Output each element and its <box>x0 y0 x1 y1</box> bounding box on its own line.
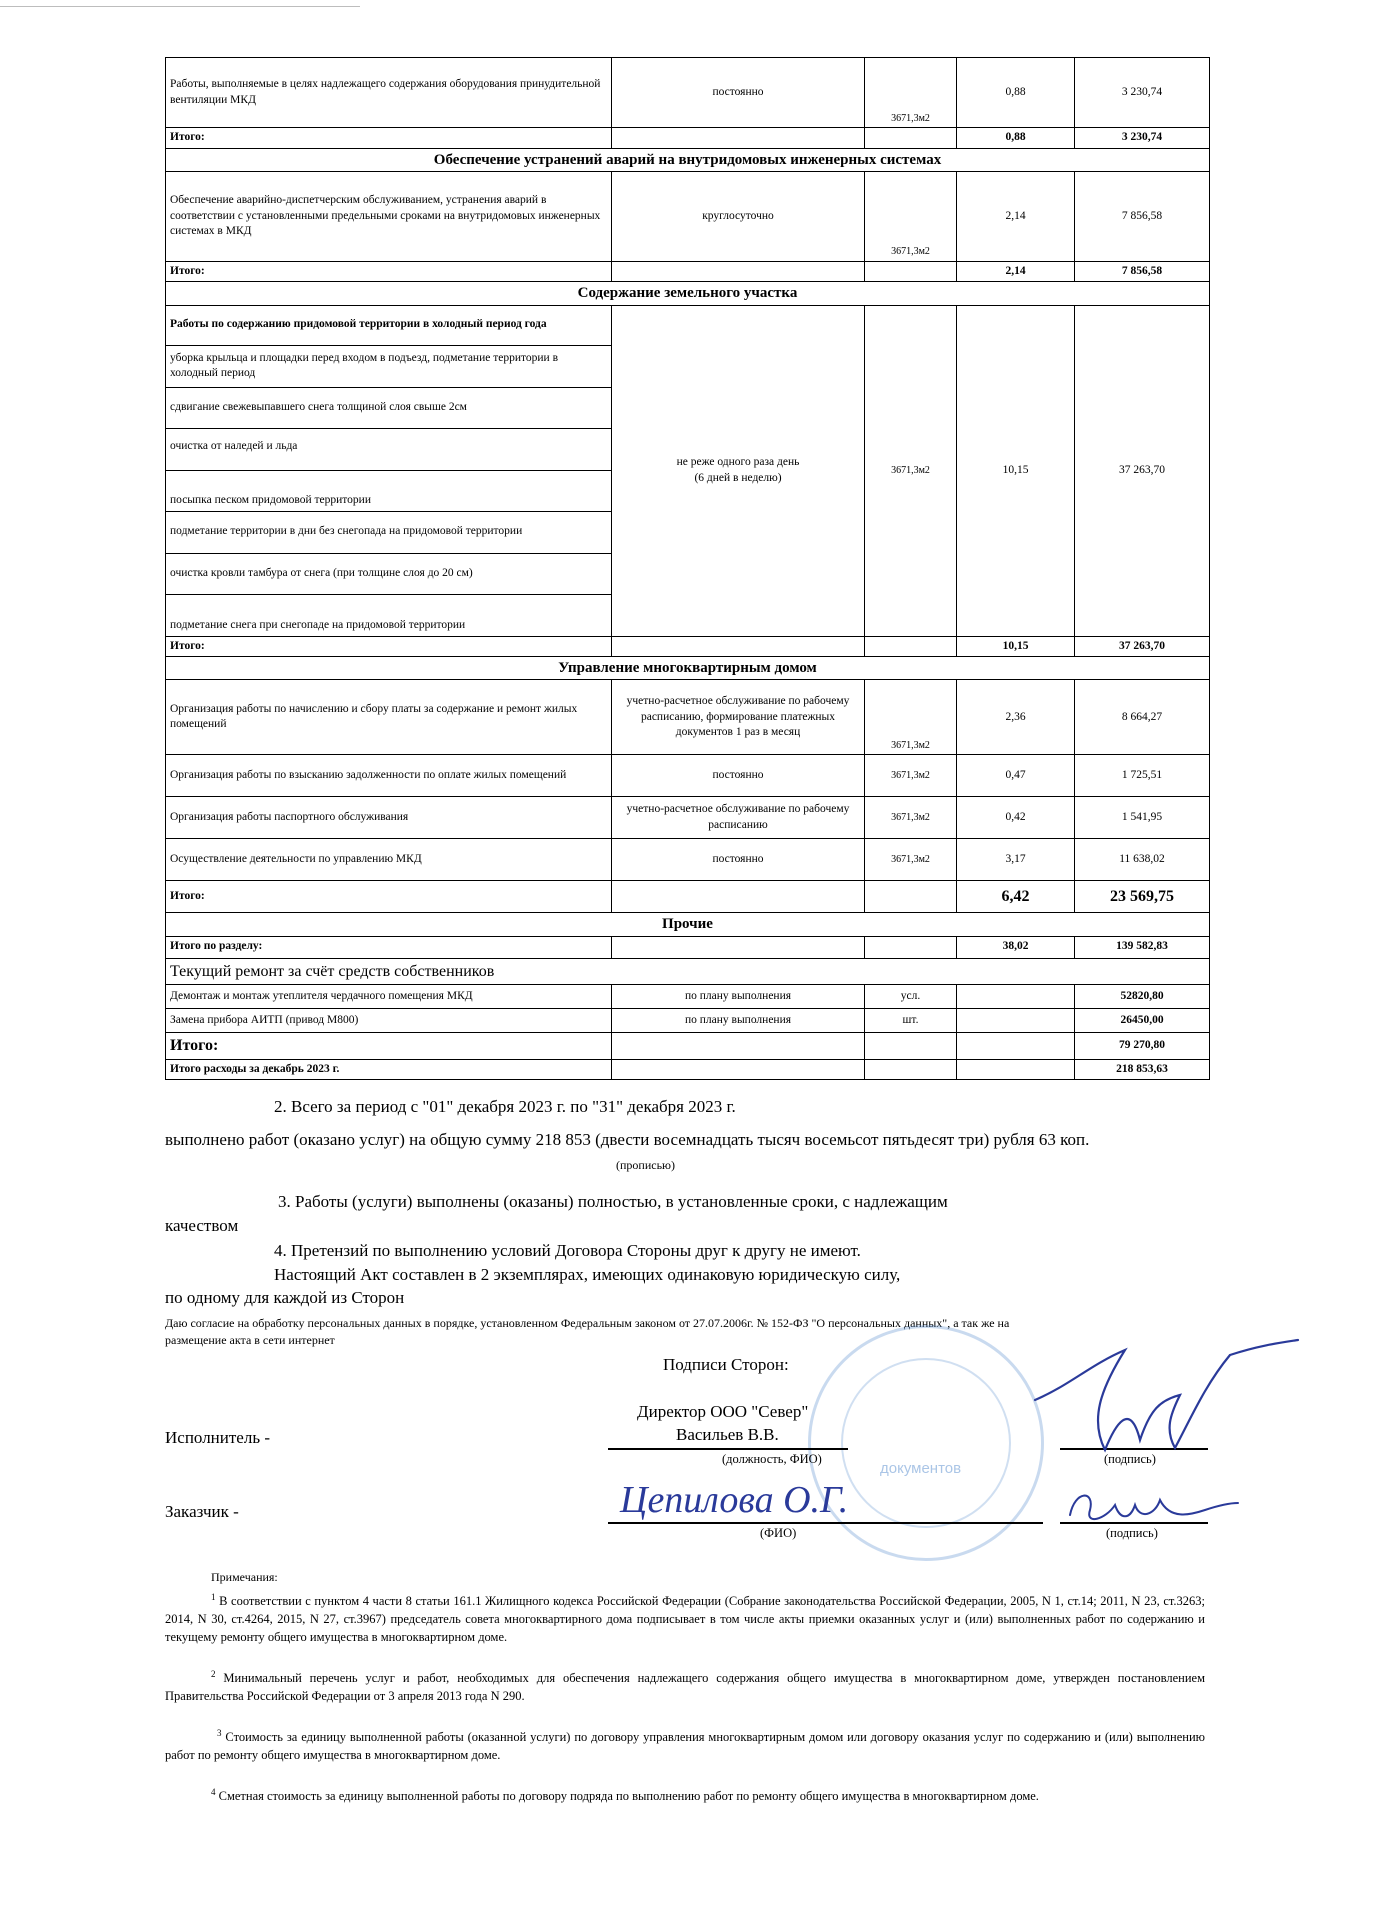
executor-position: Директор ООО "Север" <box>637 1402 809 1421</box>
paragraph-4: 4. Претензий по выполнению условий Договора Стороны друг к другу не имеют. <box>274 1241 861 1260</box>
unit-cell: 3671,3м2 <box>865 797 957 839</box>
section-header: Прочие <box>166 913 1210 936</box>
total-label: Итого: <box>166 1033 612 1060</box>
unit-cell: 3671,3м2 <box>865 680 957 755</box>
empty-cell <box>865 1033 957 1060</box>
land-period-cell <box>612 305 865 636</box>
total-rate: 6,42 <box>957 881 1075 913</box>
paragraph-3-cont: качеством <box>165 1216 239 1235</box>
sum-cell: 1 725,51 <box>1075 755 1210 797</box>
empty-cell <box>865 936 957 958</box>
total-sum: 139 582,83 <box>1075 936 1210 958</box>
total-label: Итого: <box>166 128 612 149</box>
empty-cell <box>957 1059 1075 1080</box>
work-cell: Осуществление деятельности по управлению МКД <box>166 839 612 881</box>
note-1 <box>165 1591 1205 1647</box>
sign-caption: (подпись) <box>1104 1452 1156 1466</box>
empty-cell <box>865 881 957 913</box>
total-rate: 0,88 <box>957 128 1075 149</box>
note-number: 1 <box>211 1592 216 1602</box>
stamp-seal <box>808 1325 1044 1561</box>
position-caption: (должность, ФИО) <box>722 1452 822 1466</box>
note-3 <box>165 1727 1205 1764</box>
section-header-row <box>166 282 1210 305</box>
section-header-row <box>166 958 1210 985</box>
executor-position-line <box>608 1448 848 1450</box>
total-sum: 37 263,70 <box>1075 636 1210 657</box>
empty-cell <box>612 128 865 149</box>
empty-cell <box>612 636 865 657</box>
stamp-inner-ring <box>841 1358 1011 1528</box>
land-title-cell: Работы по содержанию придомовой территории в холодный период года <box>166 305 612 345</box>
land-sum-cell: 37 263,70 <box>1075 305 1210 636</box>
services-table <box>165 57 1210 1080</box>
empty-cell <box>612 261 865 282</box>
unit-cell: усл. <box>865 985 957 1009</box>
period-cell: учетно-расчетное обслуживание по рабочему расписанию, формирование платежных документов 1 раз в месяц <box>612 680 865 755</box>
land-rate-cell: 10,15 <box>957 305 1075 636</box>
empty-cell <box>957 1033 1075 1060</box>
customer-signature <box>1060 1475 1240 1535</box>
note-2 <box>165 1668 1205 1705</box>
sign-caption: (подпись) <box>1106 1526 1158 1540</box>
executor-name: Васильев В.В. <box>676 1425 779 1444</box>
work-cell: Демонтаж и монтаж утеплителя чердачного помещения МКД <box>166 985 612 1009</box>
period-cell: по плану выполнения <box>612 1009 865 1033</box>
total-label: Итого: <box>166 881 612 913</box>
section-header-row <box>166 913 1210 936</box>
consent-line-2: размещение акта в сети интернет <box>165 1333 335 1347</box>
sum-cell: 11 638,02 <box>1075 839 1210 881</box>
unit-cell: 3671,3м2 <box>865 171 957 261</box>
table-row <box>166 58 1210 128</box>
total-rate: 38,02 <box>957 936 1075 958</box>
rate-cell: 0,47 <box>957 755 1075 797</box>
paragraph-3: 3. Работы (услуги) выполнены (оказаны) полностью, в установленные сроки, с надлежащим <box>278 1192 948 1211</box>
work-cell: Организация работы по начислению и сбору платы за содержание и ремонт жилых помещений <box>166 680 612 755</box>
note-text: Сметная стоимость за единицу выполненной работы по договору подряда по выполнению работ по ремонту общего имущества в многоквартирном доме. <box>218 1789 1039 1804</box>
sum-cell: 7 856,58 <box>1075 171 1210 261</box>
land-item-cell: посыпка песком придомовой территории <box>166 470 612 511</box>
section-header-row <box>166 657 1210 680</box>
work-cell: Работы, выполняемые в целях надлежащего содержания оборудования принудительной вентиляции МКД <box>166 58 612 128</box>
rate-cell: 0,42 <box>957 797 1075 839</box>
empty-cell <box>865 636 957 657</box>
sum-cell: 52820,80 <box>1075 985 1210 1009</box>
land-item-cell: очистка кровли тамбура от снега (при толщине слоя до 20 см) <box>166 553 612 594</box>
note-text: Стоимость за единицу выполненной работы (оказанной услуги) по договору управления многоквартирным домом или договору оказания услуг по содержанию и (или) выполнению работ по ремонту общего имущества в многоквартирном доме. <box>165 1730 1205 1763</box>
section-header: Содержание земельного участка <box>166 282 1210 305</box>
note-text: Минимальный перечень услуг и работ, необходимых для обеспечения надлежащего содержания общего имущества в многоквартирном доме, утвержден постановлением Правительства Российской Федерации от 3 апреля 2013 года N 290. <box>165 1671 1206 1704</box>
period-cell: круглосуточно <box>612 171 865 261</box>
empty-cell <box>612 1033 865 1060</box>
note-number: 3 <box>217 1728 222 1738</box>
total-label: Итого: <box>166 636 612 657</box>
table-row <box>166 680 1210 755</box>
repair-header: Текущий ремонт за счёт средств собственников <box>166 958 1210 985</box>
signatures-title: Подписи Сторон: <box>663 1355 789 1374</box>
stamp-text: документов <box>880 1460 962 1477</box>
notes-title: Примечания: <box>211 1570 278 1584</box>
fio-caption: (ФИО) <box>760 1526 797 1540</box>
total-row <box>166 936 1210 958</box>
table-row <box>166 755 1210 797</box>
land-item-cell: уборка крыльца и площадки перед входом в подъезд, подметание территории в холодный период <box>166 345 612 387</box>
table-row <box>166 985 1210 1009</box>
note-4 <box>165 1786 1205 1805</box>
work-cell: Организация работы по взысканию задолженности по оплате жилых помещений <box>166 755 612 797</box>
paragraph-5: Настоящий Акт составлен в 2 экземплярах, имеющих одинаковую юридическую силу, <box>274 1265 901 1284</box>
table-row <box>166 839 1210 881</box>
period-line: (6 дней в неделю) <box>694 471 782 484</box>
total-sum: 7 856,58 <box>1075 261 1210 282</box>
table-row <box>166 171 1210 261</box>
unit-cell: 3671,3м2 <box>865 755 957 797</box>
total-row <box>166 128 1210 149</box>
empty-cell <box>865 1059 957 1080</box>
paragraph-5-cont: по одному для каждой из Сторон <box>165 1288 405 1307</box>
customer-fio-line <box>608 1522 1043 1524</box>
empty-cell <box>865 128 957 149</box>
empty-cell <box>865 261 957 282</box>
empty-cell <box>612 936 865 958</box>
empty-cell <box>957 1009 1075 1033</box>
land-unit-cell: 3671,3м2 <box>865 305 957 636</box>
work-cell: Замена прибора АИТП (привод М800) <box>166 1009 612 1033</box>
empty-cell <box>612 881 865 913</box>
total-rate: 2,14 <box>957 261 1075 282</box>
period-cell: учетно-расчетное обслуживание по рабочему расписанию <box>612 797 865 839</box>
land-item-cell: сдвигание свежевыпавшего снега толщиной слоя свыше 2см <box>166 387 612 428</box>
rate-cell: 2,36 <box>957 680 1075 755</box>
unit-cell: шт. <box>865 1009 957 1033</box>
land-item-cell: очистка от наледей и льда <box>166 428 612 470</box>
land-item-cell: подметание территории в дни без снегопада на придомовой территории <box>166 511 612 553</box>
period-cell: постоянно <box>612 755 865 797</box>
note-text: В соответствии с пунктом 4 части 8 статьи 161.1 Жилищного кодекса Российской Федерации (Собрание законодательства Российской Федерации, 2005, N 1, ст.14; 2011, N 23, ст.3263; 2014, N 30, ст.4264, 2015, N 27, ст.3967) председатель совета многоквартирного дома подписывает в том числе акты приемки оказанных услуг и (или) выполненных работ по содержанию и текущему ремонту общего имущества в многоквартирном доме. <box>165 1594 1205 1645</box>
total-row <box>166 636 1210 657</box>
total-row <box>166 261 1210 282</box>
work-cell: Обеспечение аварийно-диспетчерским обслуживанием, устранения аварий в соответствии с установленными предельными сроками на внутридомовых инженерных системах в МКД <box>166 171 612 261</box>
total-row <box>166 1033 1210 1060</box>
note-number: 4 <box>211 1787 216 1797</box>
unit-cell: 3671,3м2 <box>865 58 957 128</box>
total-rate: 10,15 <box>957 636 1075 657</box>
grand-total-sum: 218 853,63 <box>1075 1059 1210 1080</box>
consent-line-1: Даю согласие на обработку персональных данных в порядке, установленном Федеральным законом от 27.07.2006г. № 152-ФЗ "О персональных данных", а так же на <box>165 1316 1010 1330</box>
total-row <box>166 881 1210 913</box>
sum-cell: 8 664,27 <box>1075 680 1210 755</box>
grand-total-row <box>166 1059 1210 1080</box>
work-cell: Организация работы паспортного обслуживания <box>166 797 612 839</box>
paragraph-2: 2. Всего за период с "01" декабря 2023 г. по "31" декабря 2023 г. <box>274 1097 736 1116</box>
note-number: 2 <box>211 1669 216 1679</box>
rate-cell: 2,14 <box>957 171 1075 261</box>
table-row <box>166 797 1210 839</box>
rate-cell: 3,17 <box>957 839 1075 881</box>
period-line: не реже одного раза день <box>676 456 800 469</box>
period-cell: постоянно <box>612 839 865 881</box>
customer-handwritten-name: Цепилова О.Г. <box>620 1479 849 1521</box>
table-row <box>166 305 1210 345</box>
unit-cell: 3671,3м2 <box>865 839 957 881</box>
section-header-row <box>166 148 1210 171</box>
sum-cell: 3 230,74 <box>1075 58 1210 128</box>
total-label: Итого: <box>166 261 612 282</box>
total-sum: 23 569,75 <box>1075 881 1210 913</box>
executor-label: Исполнитель - <box>165 1428 270 1447</box>
sum-cell: 26450,00 <box>1075 1009 1210 1033</box>
sum-cell: 1 541,95 <box>1075 797 1210 839</box>
rate-cell: 0,88 <box>957 58 1075 128</box>
land-item-cell: подметание снега при снегопаде на придомовой территории <box>166 594 612 636</box>
empty-cell <box>957 985 1075 1009</box>
grand-total-label: Итого расходы за декабрь 2023 г. <box>166 1059 612 1080</box>
section-header: Обеспечение устранений аварий на внутридомовых инженерных системах <box>166 148 1210 171</box>
propisyu-caption: (прописью) <box>616 1158 676 1172</box>
executor-signature <box>1030 1330 1300 1470</box>
total-sum: 79 270,80 <box>1075 1033 1210 1060</box>
total-label: Итого по разделу: <box>166 936 612 958</box>
paragraph-2-sum: выполнено работ (оказано услуг) на общую сумму 218 853 (двести восемнадцать тысяч восемьсот пятьдесят три) рубля 63 коп. <box>165 1130 1090 1149</box>
table-row <box>166 1009 1210 1033</box>
period-cell: по плану выполнения <box>612 985 865 1009</box>
scan-edge-line <box>0 6 360 7</box>
empty-cell <box>612 1059 865 1080</box>
period-cell: постоянно <box>612 58 865 128</box>
section-header: Управление многоквартирным домом <box>166 657 1210 680</box>
customer-label: Заказчик - <box>165 1502 239 1521</box>
total-sum: 3 230,74 <box>1075 128 1210 149</box>
